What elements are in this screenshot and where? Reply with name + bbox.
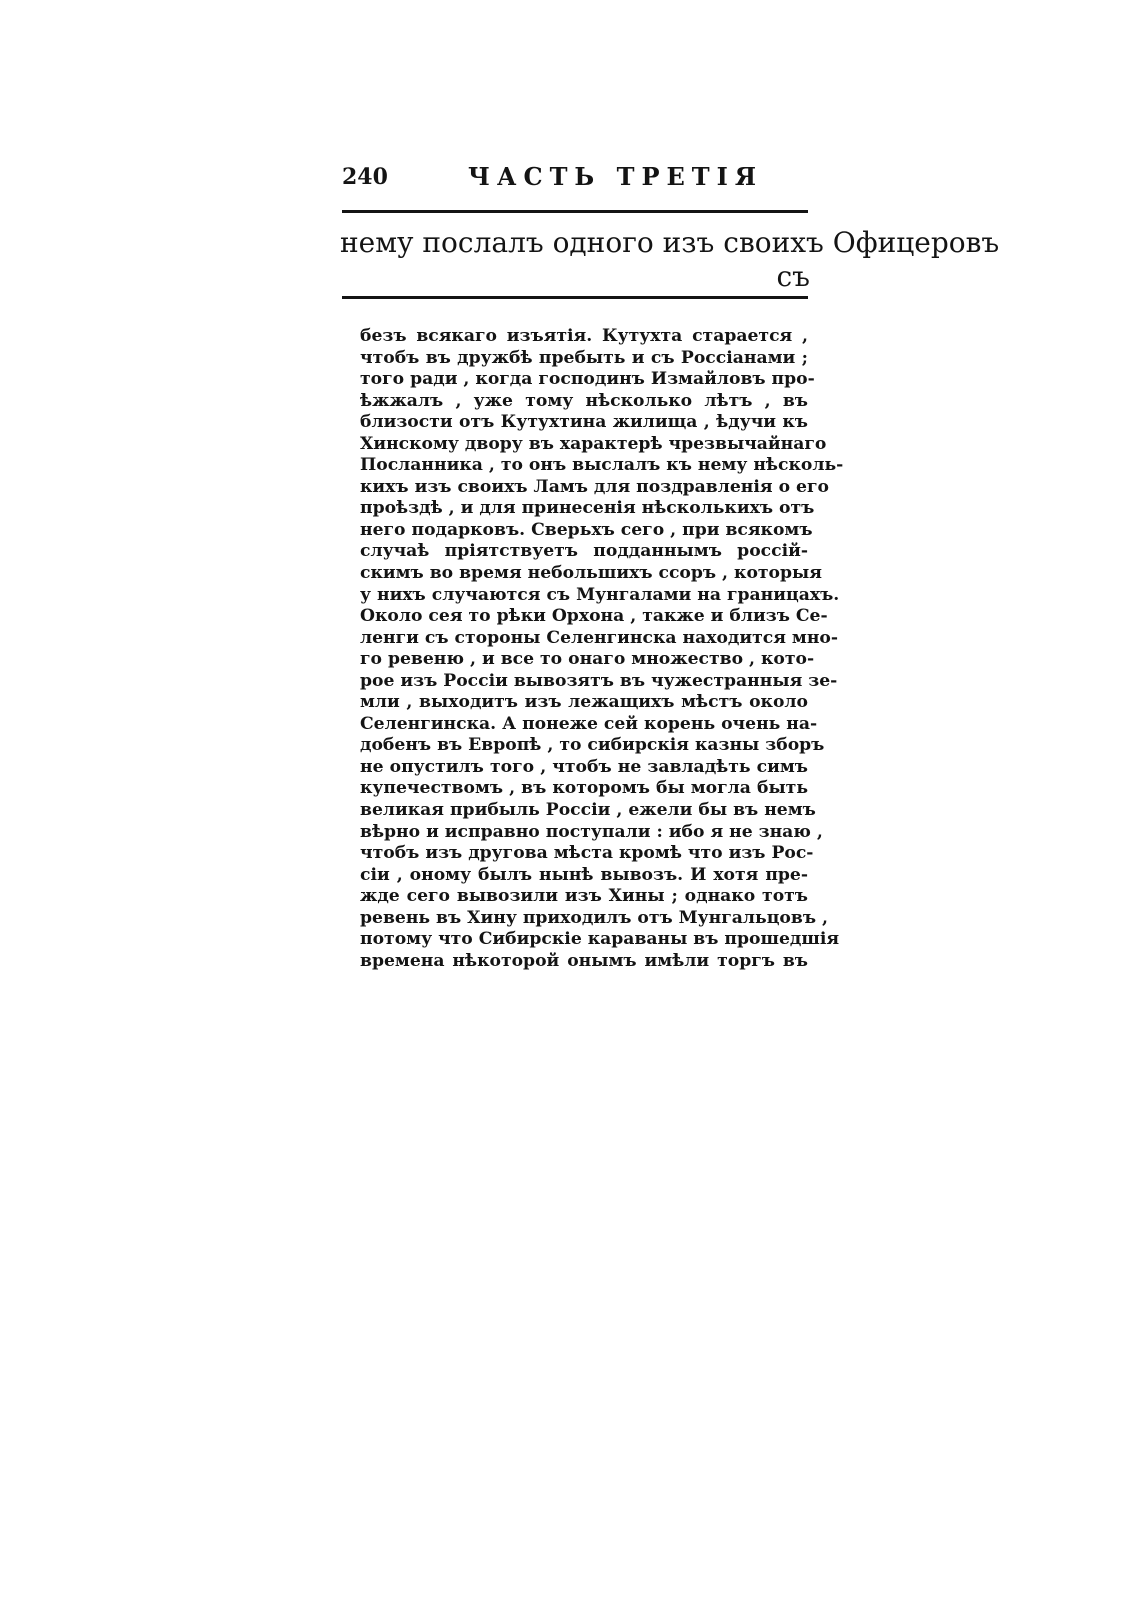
text-line: времена нѣкоторой онымъ имѣли торгъ въ [360, 950, 808, 971]
text-line: ѣжжалъ , уже тому нѣсколько лѣтъ , въ [360, 390, 808, 411]
header-rule [342, 210, 808, 213]
running-head: ЧАСТЬ ТРЕТІЯ [468, 162, 764, 191]
text-line: рое изъ Россіи вывозятъ въ чужестранныя зе- [360, 670, 838, 691]
catchword: съ [776, 260, 810, 293]
text-line: жде сего вывозили изъ Хины ; однако тотъ [360, 886, 808, 907]
text-line: не опустилъ того , чтобъ не завладѣть симъ [360, 756, 808, 777]
text-line: того ради , когда господинъ Измайловъ про- [360, 369, 815, 390]
text-line: великая прибыль Россіи , ежели бы въ немъ [360, 800, 816, 821]
text-line: вѣрно и исправно поступали : ибо я не знаю , [360, 821, 823, 842]
text-line: чтобъ изъ другова мѣста кромѣ что изъ Рос- [360, 843, 814, 864]
text-line: близости отъ Кутухтина жилища , ѣдучи къ [360, 412, 808, 433]
text-line: случаѣ пріятствуетъ подданнымъ россій- [360, 541, 808, 562]
text-line: него подарковъ. Сверьхъ сего , при всякомъ [360, 519, 813, 540]
text-line: проѣздѣ , и для принесенія нѣсколькихъ отъ [360, 498, 815, 519]
text-line: купечествомъ , въ которомъ бы могла быть [360, 778, 808, 799]
page-number: 240 [342, 164, 388, 190]
text-line: у нихъ случаются съ Мунгалами на границахъ. [360, 584, 840, 605]
text-line: безъ всякаго изъятія. Кутухта старается , [360, 326, 808, 346]
text-line: ленги съ стороны Селенгинска находится мно- [360, 627, 839, 648]
text-line: го ревеню , и все то онаго множество , кото- [360, 649, 815, 670]
text-line: чтобъ въ дружбѣ пребыть и съ Россіанами ; [360, 347, 808, 368]
text-line: Хинскому двору въ характерѣ чрезвычайнаго [360, 433, 827, 454]
text-line: сіи , оному былъ нынѣ вывозъ. И хотя пре- [360, 864, 808, 885]
text-line: скимъ во время небольшихъ ссоръ , которыя [360, 563, 822, 584]
text-line: Селенгинска. А понеже сей корень очень на- [360, 713, 818, 734]
text-line: ревень въ Хину приходилъ отъ Мунгальцовъ , [360, 907, 828, 928]
body-text [360, 326, 844, 972]
text-line: добенъ въ Европѣ , то сибирскія казны зборъ [360, 735, 825, 756]
headline-text: нему послалъ одного изъ своихъ Офицеровъ [340, 226, 1000, 259]
text-line: кихъ изъ своихъ Ламъ для поздравленія о его [360, 476, 829, 497]
section-rule [342, 296, 808, 299]
text-line: мли , выходитъ изъ лежащихъ мѣстъ около [360, 692, 808, 713]
text-line: Посланника , то онъ выслалъ къ нему нѣсколь- [360, 455, 844, 476]
text-line: Около сея то рѣки Орхона , также и близъ Се- [360, 606, 828, 627]
text-line: потому что Сибирскіе караваны въ прошедшія [360, 929, 840, 950]
headline [340, 226, 1000, 294]
